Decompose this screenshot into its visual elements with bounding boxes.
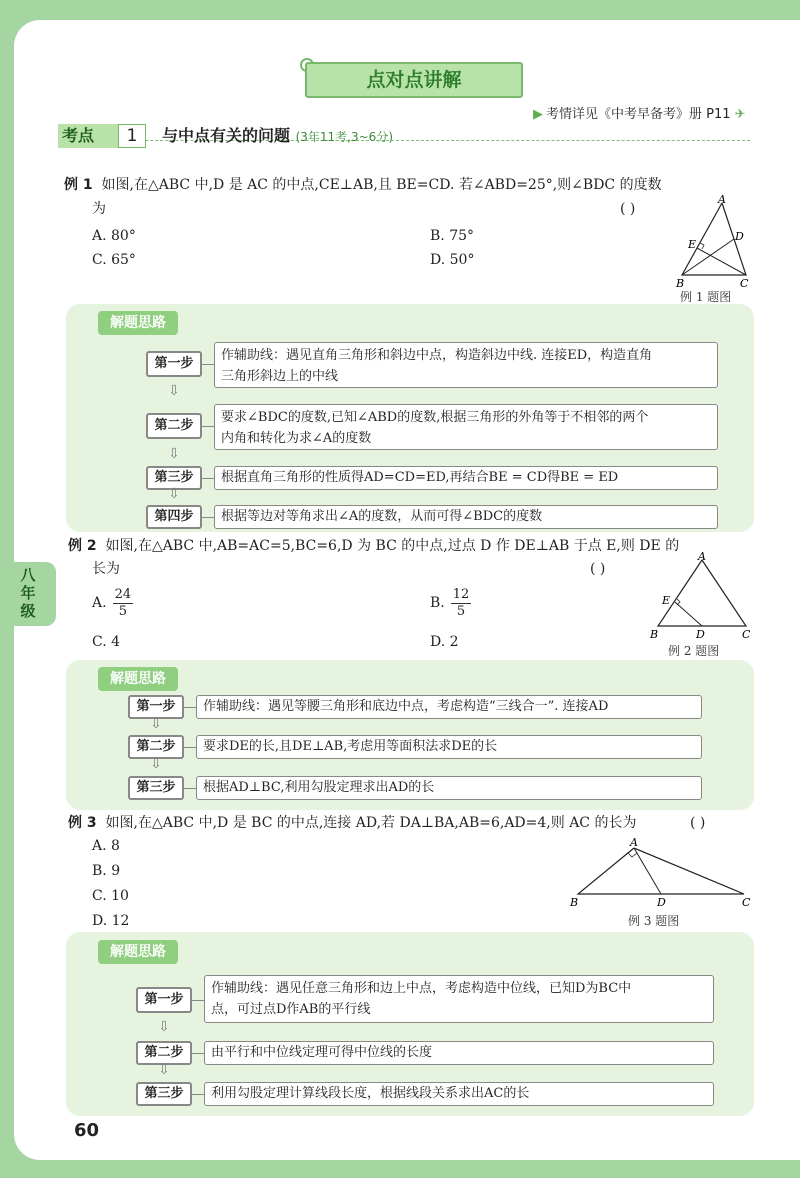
option-a: A. 8	[92, 838, 120, 854]
step-3-description	[214, 466, 718, 490]
step-text: 由平行和中位线定理可得中位线的长度	[211, 1045, 433, 1060]
denominator: 5	[456, 603, 466, 619]
numerator: 12	[452, 586, 470, 602]
label-d: D	[735, 230, 744, 243]
question-text: 如图,在△ABC 中,AB=AC=5,BC=6,D 为 BC 的中点,过点 D 作 DE⊥AB 于点 E,则 DE 的	[105, 538, 680, 554]
step-3-label: 第三步	[146, 466, 202, 490]
step-text: 作辅助线：遇见等腰三角形和底边中点，考虑构造“三线合一”. 连接AD	[203, 699, 609, 714]
example-label: 例 3	[68, 815, 97, 831]
example-3-question	[68, 813, 636, 833]
label-c: C	[742, 896, 751, 908]
question-text: 如图,在△ABC 中,D 是 AC 的中点,CE⊥AB,且 BE=CD. 若∠ABD=25°,则∠BDC 的度数	[101, 177, 662, 193]
paper-plane-icon: ✈	[734, 107, 746, 122]
step-text: 根据直角三角形的性质得AD=CD=ED,再结合BE = CD得BE = ED	[221, 470, 619, 485]
label-a: A	[630, 836, 638, 849]
option-prefix: B.	[430, 595, 445, 611]
step-2-label: 第二步	[146, 413, 202, 439]
step-text: 作辅助线：遇见任意三角形和边上中点，考虑构造中位线，已知D为BC中	[211, 981, 632, 996]
step-1-label: 第一步	[146, 351, 202, 377]
step-3-label: 第三步	[128, 776, 184, 800]
example-label: 例 2	[68, 538, 97, 554]
label-e: E	[688, 238, 697, 251]
option-c: C. 65°	[92, 252, 136, 268]
step-text: 内角和转化为求∠A的度数	[221, 431, 372, 446]
option-b: B. 9	[92, 863, 121, 879]
step-1-description	[196, 695, 702, 719]
step-3-label: 第三步	[136, 1082, 192, 1106]
step-4-label: 第四步	[146, 505, 202, 529]
step-2-description	[214, 404, 718, 450]
label-c: C	[742, 628, 751, 641]
topic-label: 考点	[58, 124, 118, 148]
step-3-description	[196, 776, 702, 800]
grade-tab-char: 年	[20, 584, 36, 602]
step-text: 要求DE的长,且DE⊥AB,考虑用等面积法求DE的长	[203, 739, 498, 754]
reference-note	[533, 103, 746, 122]
question-text-cont: 为	[92, 201, 106, 217]
step-text: 要求∠BDC的度数,已知∠ABD的度数,根据三角形的外角等于不相邻的两个	[221, 410, 649, 425]
grade-tab-label	[0, 566, 56, 620]
example-2-figure	[646, 550, 756, 642]
option-d: D. 2	[430, 634, 459, 650]
section-banner: 点对点讲解	[305, 62, 523, 98]
step-2-label: 第二步	[136, 1041, 192, 1065]
grade-tab-char: 级	[20, 602, 36, 620]
question-text: 如图,在△ABC 中,D 是 BC 的中点,连接 AD,若 DA⊥BA,AB=6,AD=4,则 AC 的长为	[105, 815, 637, 831]
step-1-description	[204, 975, 714, 1023]
step-text: 根据AD⊥BC,利用勾股定理求出AD的长	[203, 780, 435, 795]
step-1-label: 第一步	[136, 987, 192, 1013]
denominator: 5	[118, 603, 127, 619]
option-d: D. 50°	[430, 252, 475, 268]
topic-title	[162, 124, 393, 149]
figure-caption: 例 1 题图	[680, 290, 732, 304]
fraction	[451, 587, 472, 620]
step-1-description	[214, 342, 718, 388]
step-2-description	[196, 735, 702, 759]
option-c: C. 10	[92, 888, 129, 904]
label-a: A	[718, 193, 726, 206]
solution-thinking-tag: 解题思路	[98, 311, 178, 335]
option-a	[92, 585, 133, 621]
down-arrow-icon: ⇩	[158, 1019, 170, 1035]
down-arrow-icon: ⇩	[158, 1062, 170, 1078]
label-d: D	[657, 896, 666, 908]
label-b: B	[650, 628, 659, 641]
solution-thinking-tag: 解题思路	[98, 667, 178, 691]
step-2-description	[204, 1041, 714, 1065]
step-text: 三角形斜边上的中线	[221, 369, 339, 384]
example-2-question	[68, 536, 679, 556]
example-3-figure	[564, 836, 760, 908]
option-prefix: A.	[92, 595, 107, 611]
grade-tab-char: 八	[20, 566, 36, 584]
option-c: C. 4	[92, 634, 121, 650]
down-arrow-icon: ⇩	[168, 446, 180, 462]
option-b: B. 75°	[430, 228, 475, 244]
fraction	[113, 587, 134, 620]
figure-caption: 例 3 题图	[628, 914, 680, 928]
topic-number: 1	[118, 124, 146, 148]
step-text: 利用勾股定理计算线段长度，根据线段关系求出AC的长	[211, 1086, 530, 1101]
down-arrow-icon: ⇩	[168, 486, 180, 502]
topic-frequency: (3年11考,3~6分)	[295, 130, 394, 144]
topic-title-text: 与中点有关的问题	[162, 126, 291, 145]
label-b: B	[570, 896, 579, 908]
figure-caption: 例 2 题图	[668, 644, 720, 658]
step-text: 作辅助线：遇见直角三角形和斜边中点，构造斜边中线. 连接ED，构造直角	[221, 348, 653, 363]
step-3-description	[204, 1082, 714, 1106]
step-1-label: 第一步	[128, 695, 184, 719]
option-b	[430, 585, 471, 621]
question-text-cont: 长为	[92, 561, 120, 577]
label-d: D	[696, 628, 705, 641]
example-1-question	[64, 175, 662, 195]
label-e: E	[662, 594, 671, 607]
label-b: B	[676, 277, 685, 290]
label-a: A	[698, 550, 706, 563]
label-c: C	[740, 277, 749, 290]
page-number: 60	[74, 1120, 100, 1141]
arrow-icon: ▶	[533, 107, 543, 122]
example-label: 例 1	[64, 177, 93, 193]
down-arrow-icon: ⇩	[150, 756, 162, 772]
answer-blank: ( )	[590, 561, 606, 577]
option-d: D. 12	[92, 913, 130, 929]
numerator: 24	[114, 586, 132, 602]
down-arrow-icon: ⇩	[150, 716, 162, 732]
step-text: 点，可过点D作AB的平行线	[211, 1002, 371, 1017]
step-4-description	[214, 505, 718, 529]
example-1-figure	[670, 193, 760, 293]
option-a: A. 80°	[92, 228, 136, 244]
answer-blank: ( )	[690, 815, 706, 831]
step-2-label: 第二步	[128, 735, 184, 759]
reference-text: 考情详见《中考早备考》册 P11	[546, 107, 731, 122]
step-text: 根据等边对等角求出∠A的度数，从而可得∠BDC的度数	[221, 509, 543, 524]
answer-blank: ( )	[620, 201, 636, 217]
solution-thinking-tag: 解题思路	[98, 940, 178, 964]
down-arrow-icon: ⇩	[168, 383, 180, 399]
